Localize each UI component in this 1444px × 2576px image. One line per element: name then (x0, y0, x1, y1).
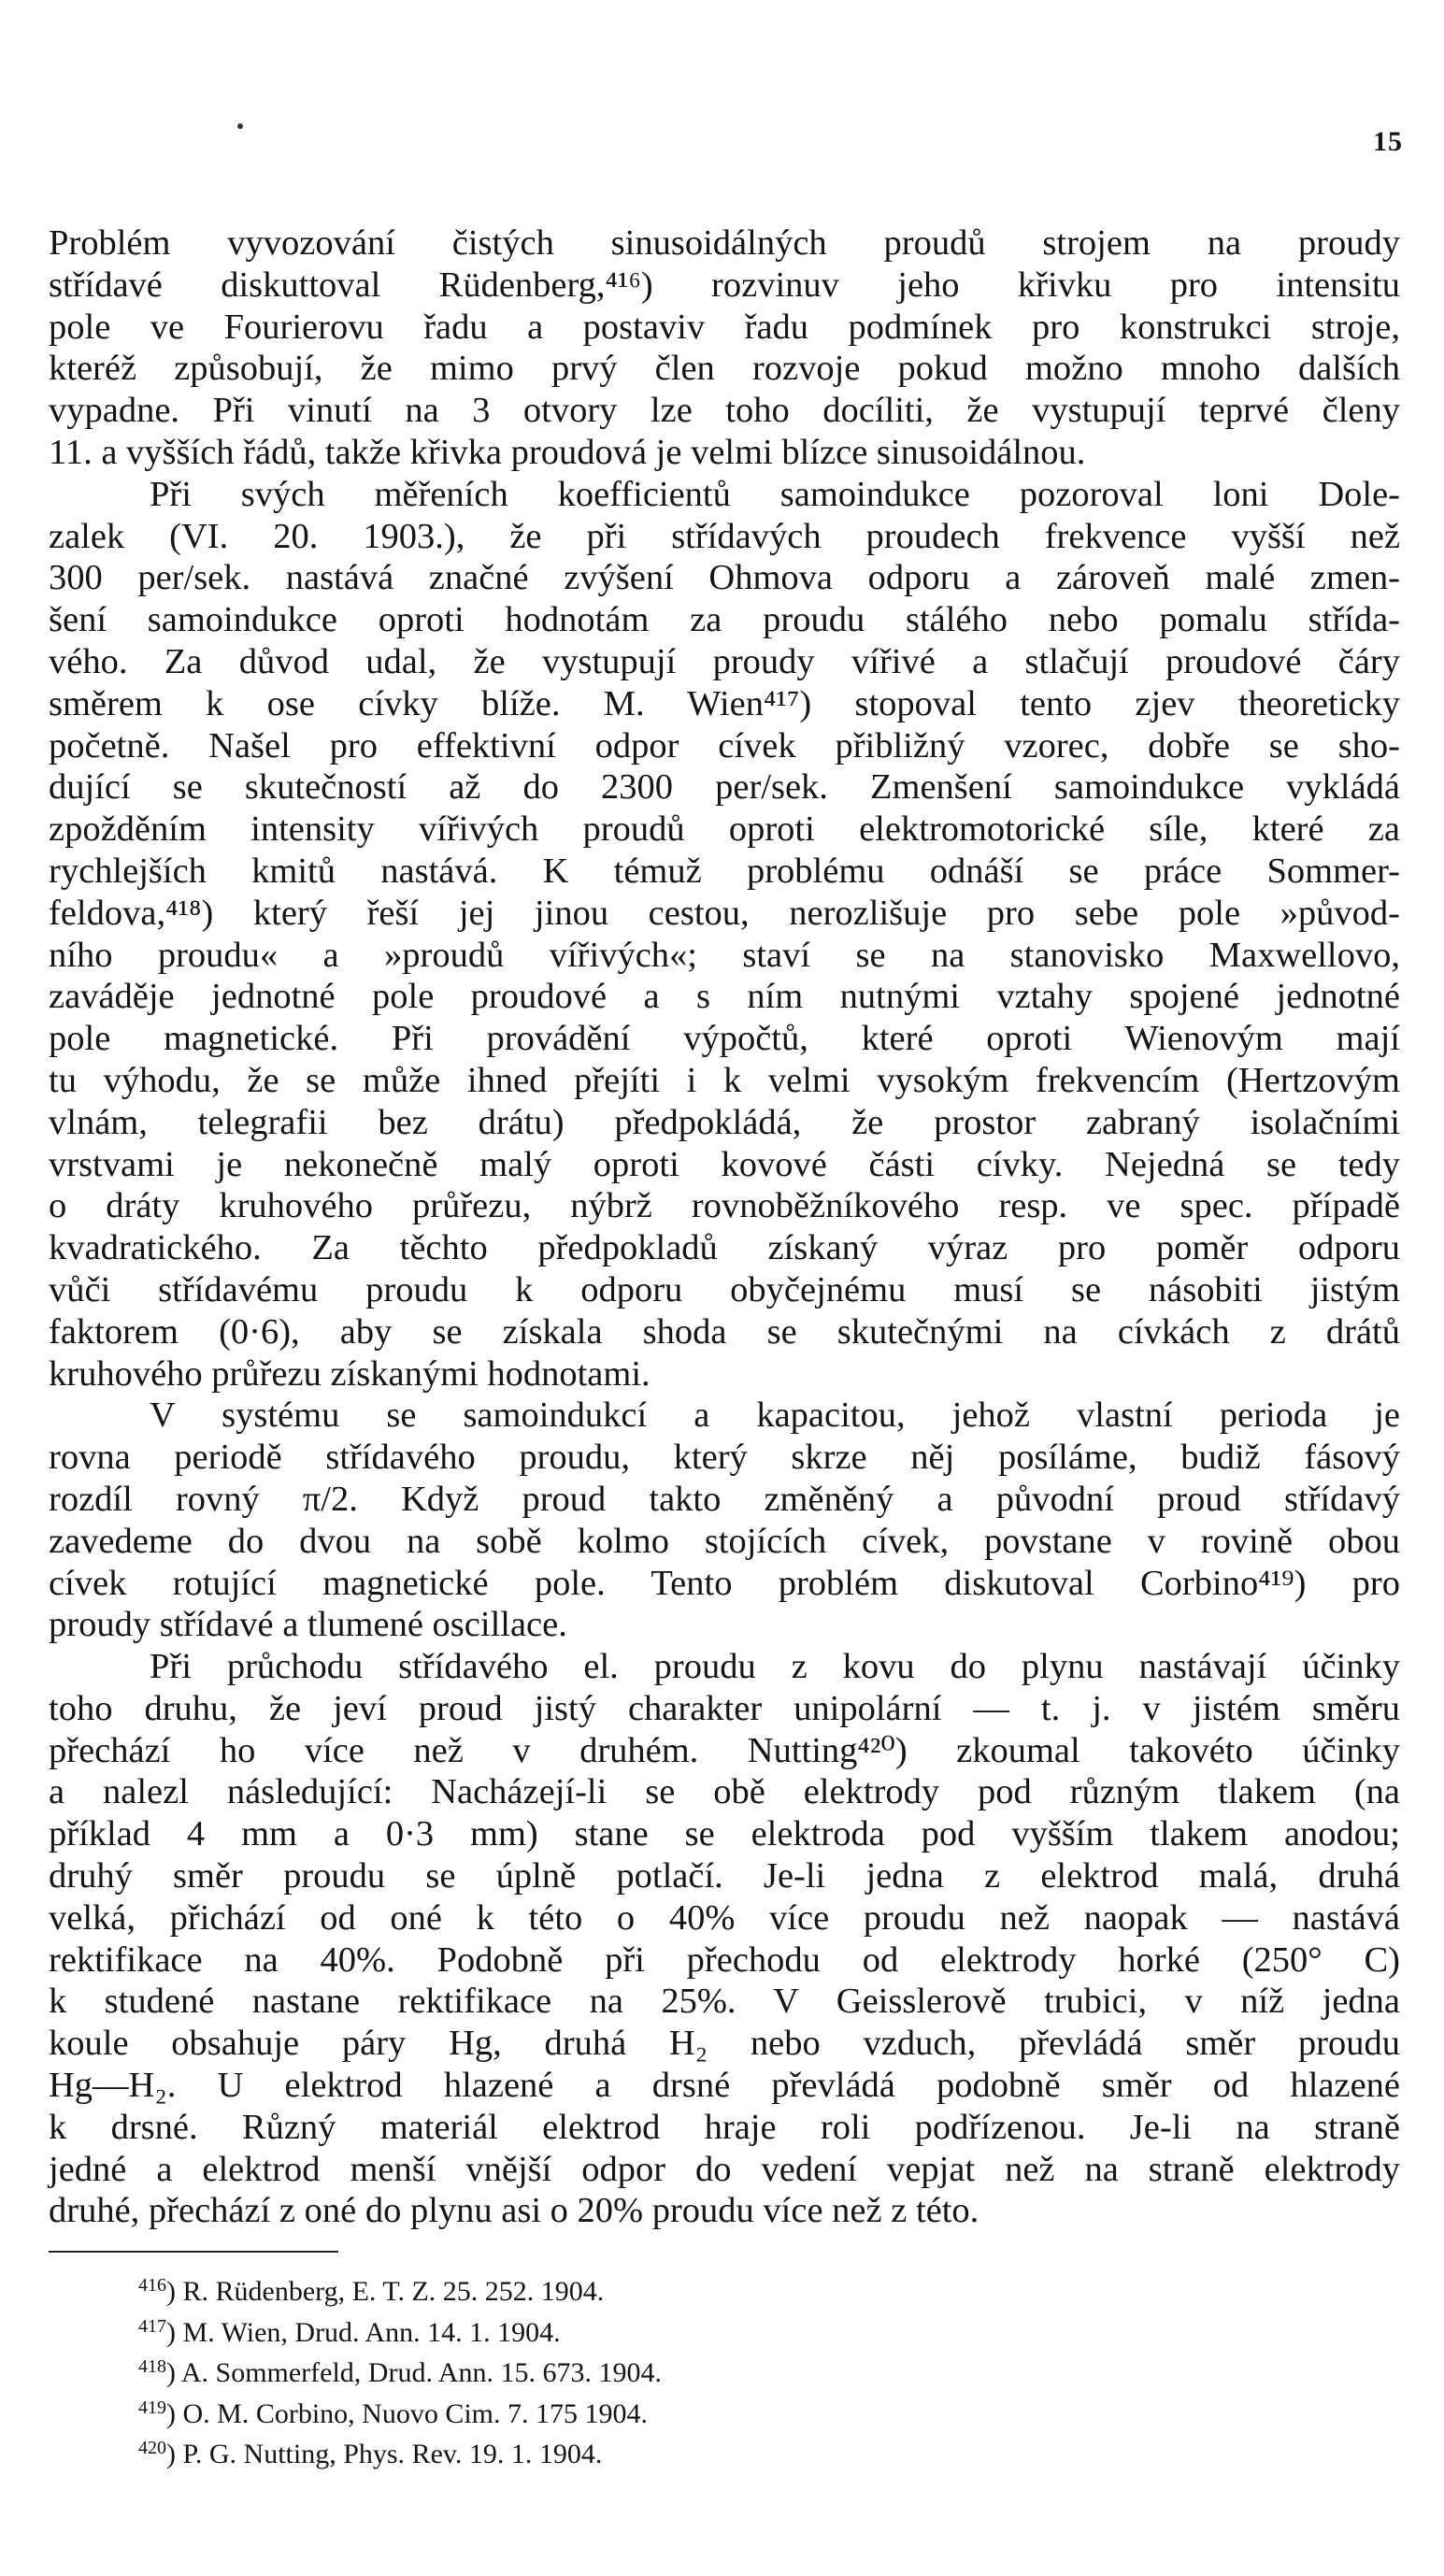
text-line: kruhového průřezu získanými hodnotami. (49, 1353, 651, 1394)
footnote: $^{419}$) O. M. Corbino, Nuovo Cim. 7. 175 1904. (138, 2397, 649, 2429)
text-line: zalek (VI. 20. 1903.), že při střídavých proudech frekvence vyšší než (49, 516, 1400, 556)
footnote: $^{417}$) M. Wien, Drud. Ann. 14. 1. 1904. (138, 2315, 561, 2348)
text-line: druhé, přechází z oné do plynu asi o 20% proudu více než z této. (49, 2191, 979, 2231)
text-line: cívek rotující magnetické pole. Tento problém diskutoval Corbino⁴¹⁹) pro (49, 1563, 1400, 1603)
text-line: proudy střídavé a tlumené oscillace. (49, 1605, 567, 1645)
text-line: V systému se samoindukcí a kapacitou, jehož vlastní perioda je (150, 1395, 1400, 1436)
text-line: pole magnetické. Při provádění výpočtů, které oproti Wienovým mají (49, 1019, 1400, 1059)
text-line: kteréž způsobují, že mimo prvý člen rozvoje pokud možno mnoho dalších (49, 349, 1400, 389)
footnote-number: 417 (138, 2315, 166, 2337)
paragraph (49, 222, 1400, 474)
paragraph (49, 474, 1400, 1395)
text-line: feldova,⁴¹⁸) který řeší jej jinou cestou, nerozlišuje pro sebe pole »původ- (49, 893, 1400, 933)
footnote-text: R. Rüdenberg, E. T. Z. 25. 252. 1904. (182, 2276, 605, 2307)
text-line: rozdíl rovný π/2. Když proud takto změněný a původní proud střídavý (49, 1479, 1400, 1519)
text-line: a nalezl následující: Nacházejí-li se obě elektrody pod různým tlakem (na (49, 1772, 1400, 1812)
body-text (49, 222, 1400, 2232)
print-mark (237, 123, 243, 129)
footnote-text: M. Wien, Drud. Ann. 14. 1. 1904. (182, 2316, 561, 2348)
footnote-text: O. M. Corbino, Nuovo Cim. 7. 175 1904. (182, 2397, 649, 2429)
text-line: druhý směr proudu se úplně potlačí. Je-li jedna z elektrod malá, druhá (49, 1856, 1400, 1896)
footnote: $^{416}$) R. Rüdenberg, E. T. Z. 25. 252. 1904. (138, 2275, 605, 2307)
text-line: Při svých měřeních koefficientů samoindukce pozoroval loni Dole- (150, 474, 1400, 514)
text-line: rektifikace na 40%. Podobně při přechodu od elektrody horké (250° C) (49, 1939, 1400, 1980)
footnote-text: A. Sommerfeld, Drud. Ann. 15. 673. 1904. (180, 2357, 662, 2388)
text-line: 11. a vyšších řádů, takže křivka proudová je velmi blízce sinusoidálnou. (49, 432, 1086, 472)
footnote: $^{420}$) P. G. Nutting, Phys. Rev. 19. 1. 1904. (138, 2438, 603, 2469)
text-line: toho druhu, že jeví proud jistý charakter unipolární — t. j. v jistém směru (49, 1688, 1400, 1728)
text-line: k drsné. Různý materiál elektrod hraje roli podřízenou. Je-li na straně (49, 2107, 1400, 2147)
footnotes (138, 2268, 662, 2472)
text-line: Hg—H₂. U elektrod hlazené a drsné převládá podobně směr od hlazené (49, 2066, 1400, 2106)
text-line: vlnám, telegrafii bez drátu) předpokládá, že prostor zabraný isolačními (49, 1102, 1400, 1142)
text-line: tu výhodu, že se může ihned přejíti i k velmi vysokým frekvencím (Hertzovým (49, 1060, 1400, 1100)
text-line: faktorem (0·6), aby se získala shoda se skutečnými na cívkách z drátů (49, 1311, 1400, 1352)
text-line: velká, přichází od oné k této o 40% více proudu než naopak — nastává (49, 1897, 1400, 1938)
text-line: přechází ho více než v druhém. Nutting⁴²⁰) zkoumal takovéto účinky (49, 1730, 1400, 1770)
text-line: příklad 4 mm a 0·3 mm) stane se elektroda pod vyšším tlakem anodou; (49, 1814, 1400, 1854)
text-line: vého. Za důvod udal, že vystupují proudy vířivé a stlačují proudové čáry (49, 641, 1400, 681)
text-line: zavedeme do dvou na sobě kolmo stojících cívek, povstane v rovině obou (49, 1521, 1400, 1561)
footnote-number: 419 (138, 2397, 166, 2418)
footnote-number: 420 (138, 2438, 166, 2458)
text-line: vypadne. Při vinutí na 3 otvory lze toho docíliti, že vystupují teprvé členy (49, 391, 1400, 431)
footnote-number: 416 (138, 2275, 166, 2296)
text-line: rovna periodě střídavého proudu, který skrze něj posíláme, budiž fásový (49, 1438, 1400, 1478)
text-line: vůči střídavému proudu k odporu obyčejnému musí se násobiti jistým (49, 1269, 1400, 1309)
footnote-number: 418 (138, 2356, 166, 2377)
text-line: Problém vyvozování čistých sinusoidálných proudů strojem na proudy (49, 223, 1400, 263)
text-line: Při průchodu střídavého el. proudu z kovu do plynu nastávají účinky (150, 1647, 1400, 1687)
text-line: početně. Našel pro effektivní odpor cívek přibližný vzorec, dobře se sho- (49, 725, 1400, 766)
text-line: zpožděním intensity vířivých proudů oproti elektromotorické síle, které za (49, 809, 1400, 850)
footnote: $^{418}$) A. Sommerfeld, Drud. Ann. 15. 673. 1904. (138, 2356, 662, 2388)
text-line: kvadratického. Za těchto předpokladů získaný výraz pro poměr odporu (49, 1228, 1400, 1268)
text-line: ního proudu« a »proudů vířivých«; staví se na stanovisko Maxwellovo, (49, 935, 1400, 975)
text-line: k studené nastane rektifikace na 25%. V Geisslerově trubici, v níž jedna (49, 1982, 1400, 2022)
text-line: pole ve Fourierovu řadu a postaviv řadu podmínek pro konstrukci stroje, (49, 307, 1400, 347)
text-line: rychlejších kmitů nastává. K témuž problému odnáší se práce Sommer- (49, 851, 1400, 891)
text-line: zaváděje jednotné pole proudové a s ním nutnými vztahy spojené jednotné (49, 977, 1400, 1017)
text-line: o dráty kruhového průřezu, nýbrž rovnoběžníkového resp. ve spec. případě (49, 1186, 1400, 1226)
paragraph (49, 1395, 1400, 1646)
text-line: vrstvami je nekonečně malý oproti kovové části cívky. Nejedná se tedy (49, 1144, 1400, 1184)
page-number: 15 (1373, 126, 1403, 157)
footnote-text: P. G. Nutting, Phys. Rev. 19. 1. 1904. (182, 2439, 603, 2469)
footnote-separator (49, 2251, 338, 2253)
text-line: šení samoindukce oproti hodnotám za proudu stálého nebo pomalu střída- (49, 600, 1400, 640)
text-line: střídavé diskuttoval Rüdenberg,⁴¹⁶) rozvinuv jeho křivku pro intensitu (49, 265, 1400, 305)
text-line: jedné a elektrod menší vnější odpor do vedení vepjat než na straně elektrody (49, 2149, 1400, 2189)
text-line: koule obsahuje páry Hg, druhá H₂ nebo vzduch, převládá směr proudu (49, 2024, 1400, 2064)
text-line: 300 per/sek. nastává značné zvýšení Ohmova odporu a zároveň malé zmen- (49, 558, 1400, 598)
paragraph (49, 1646, 1400, 2232)
text-line: dující se skutečností až do 2300 per/sek. Zmenšení samoindukce vykládá (49, 767, 1400, 808)
text-line: směrem k ose cívky blíže. M. Wien⁴¹⁷) stopoval tento zjev theoreticky (49, 683, 1400, 723)
